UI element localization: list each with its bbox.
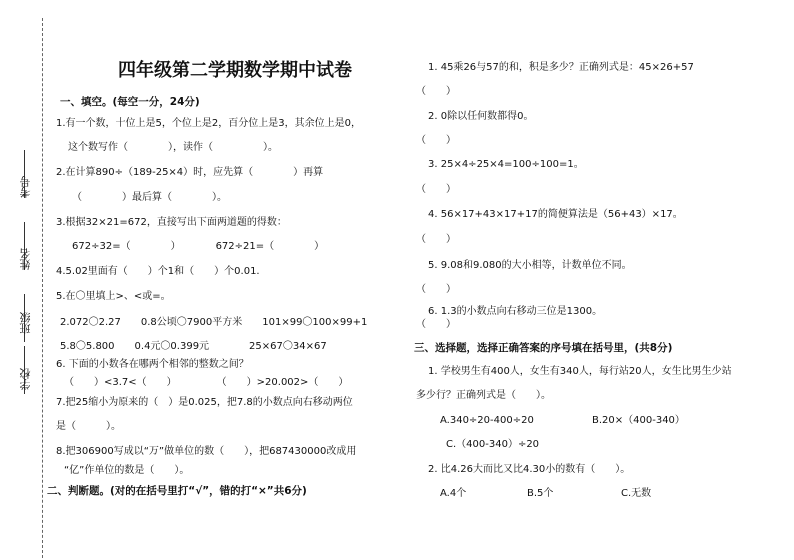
fill-q2-line2: （ ）最后算（ ）。	[72, 192, 227, 203]
judge-q2: 2. 0除以任何数都得0。	[428, 111, 534, 122]
judge-q1-paren: （ ）	[416, 86, 456, 97]
fill-q1-line1: 1.有一个数，十位上是5，个位上是2，百分位上是3，其余位上是0，	[56, 118, 361, 129]
page-title: 四年级第二学期数学期中试卷	[118, 60, 352, 81]
judge-q4-paren: （ ）	[416, 234, 456, 245]
binding-dashed-line	[42, 18, 43, 558]
class-label: 班级	[19, 312, 32, 334]
section-2-heading: 二、判断题。(对的在括号里打“√”，错的打“×”共6分)	[47, 485, 307, 497]
name-label: 姓名	[19, 248, 32, 270]
choice-q2-option-c: C.无数	[621, 488, 652, 499]
fill-q8-line1: 8.把306900写成以“万”做单位的数（ ），把687430000改成用	[56, 446, 357, 457]
choice-q2-option-a: A.4个	[440, 488, 467, 499]
fill-q3-line1: 3.根据32×21=672，直接写出下面两道题的得数：	[56, 217, 287, 228]
school-label: 学校	[19, 368, 32, 390]
exam-no-label: 考号	[19, 176, 32, 198]
judge-q1: 1. 45乘26与57的和，积是多少？正确列式是：45×26+57	[428, 62, 694, 73]
judge-q3-paren: （ ）	[416, 184, 456, 195]
fill-q8-line2: “亿”作单位的数是（ ）。	[64, 465, 190, 476]
judge-q6-paren: （ ）	[416, 319, 456, 330]
choice-q1-option-c: C.（400-340）÷20	[446, 439, 540, 450]
fill-q5-line3: 5.8〇5.800 0.4元〇0.399元 25×67〇34×67	[60, 341, 327, 352]
fill-q6-line1: 6. 下面的小数各在哪两个相邻的整数之间？	[56, 359, 249, 370]
fill-q5-line1: 5.在〇里填上>、<或=。	[56, 291, 171, 302]
fill-q2-line1: 2.在计算890÷（189-25×4）时，应先算（ ）再算	[56, 167, 324, 178]
fill-q4-line: 4.5.02里面有（ ）个1和（ ）个0.01.	[56, 266, 260, 277]
choice-q1-option-a: A.340÷20-400÷20	[440, 415, 534, 426]
judge-q6: 6. 1.3的小数点向右移动三位是1300。	[428, 306, 603, 317]
section-3-heading: 三、选择题，选择正确答案的序号填在括号里，(共8分)	[414, 342, 673, 354]
section-1-heading: 一、填空。(每空一分，24分)	[60, 96, 200, 108]
fill-q7-line1: 7.把25缩小为原来的（ ）是0.025，把7.8的小数点向右移动两位	[56, 397, 353, 408]
fill-q5-line2: 2.072〇2.27 0.8公顷〇7900平方米 101×99〇100×99+1	[60, 317, 368, 328]
fill-q3-line2: 672÷32=（ ） 672÷21=（ ）	[72, 241, 325, 252]
judge-q2-paren: （ ）	[416, 135, 456, 146]
choice-q1-line2: 多少行？正确列式是（ ）。	[416, 390, 551, 401]
fill-q7-line2: 是（ ）。	[56, 421, 121, 432]
choice-q2-option-b: B.5个	[527, 488, 554, 499]
fill-q1-line2: 这个数写作（ ），读作（ ）。	[68, 142, 278, 153]
judge-q4: 4. 56×17+43×17+17的简便算法是（56+43）×17。	[428, 209, 683, 220]
choice-q2-line: 2. 比4.26大而比又比4.30小的数有（ ）。	[428, 464, 631, 475]
fill-q6-line2: （ ）<3.7<（ ） （ ）>20.002>（ ）	[64, 377, 349, 388]
judge-q3: 3. 25×4÷25×4=100÷100=1。	[428, 159, 584, 170]
judge-q5: 5. 9.08和9.080的大小相等，计数单位不同。	[428, 260, 632, 271]
choice-q1-option-b: B.20×（400-340）	[592, 415, 685, 426]
choice-q1-line1: 1. 学校男生有400人，女生有340人，每行站20人，女生比男生少站	[428, 366, 732, 377]
judge-q5-paren: （ ）	[416, 284, 456, 295]
